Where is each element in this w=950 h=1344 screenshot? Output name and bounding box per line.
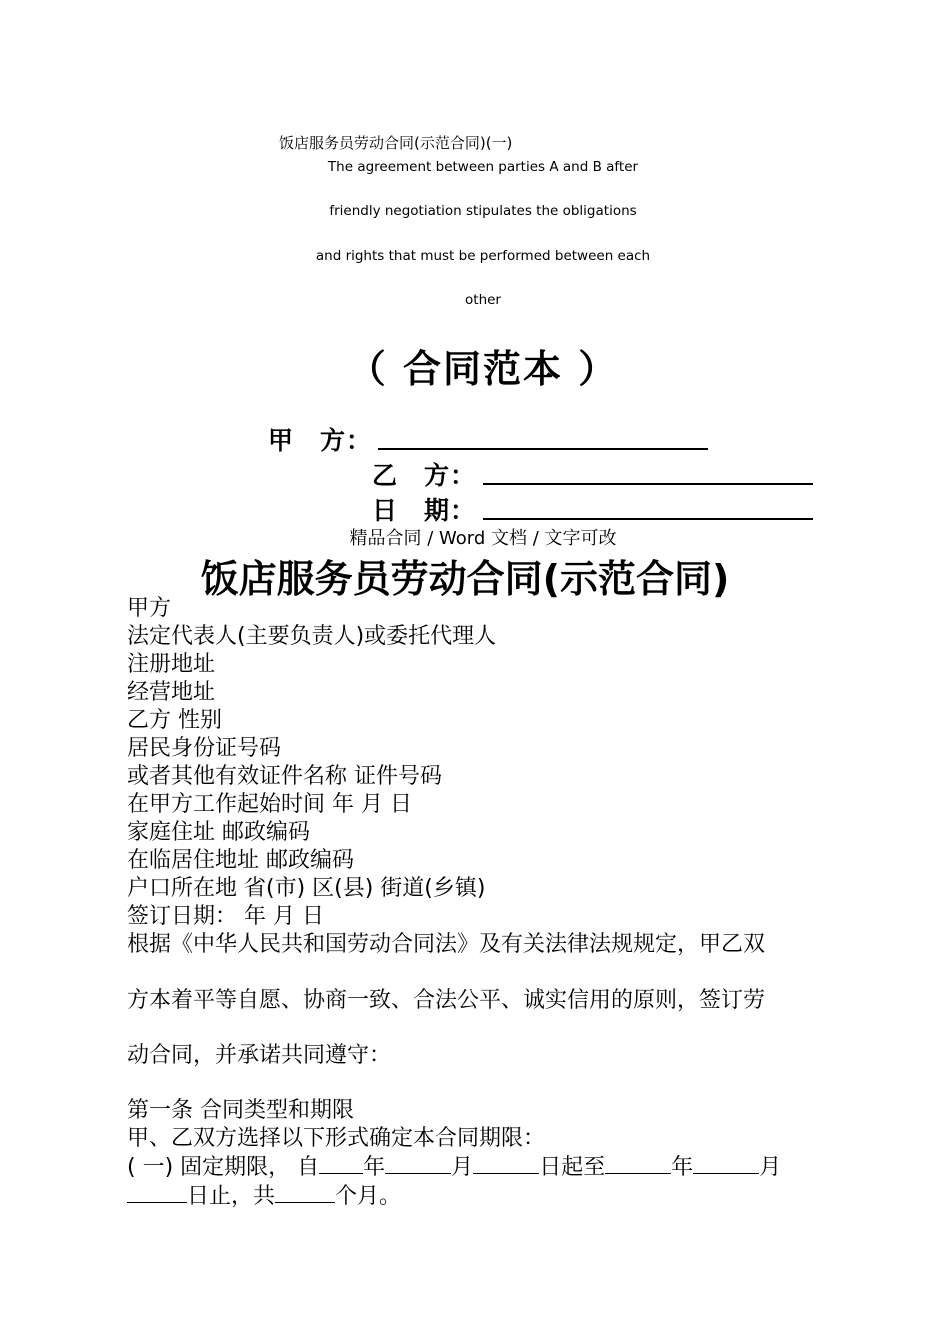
field-legal-rep: 法定代表人(主要负责人)或委托代理人 [127, 624, 497, 649]
english-line-3: and rights that must be performed between each [315, 248, 651, 264]
blank-month-start [385, 1153, 451, 1174]
fixed-term-prefix: ( 一) 固定期限， 自 [127, 1155, 320, 1180]
field-start-date: 在甲方工作起始时间 年 月 日 [127, 792, 412, 817]
blank-day-start [473, 1153, 539, 1174]
fixed-term-line-2 [127, 1182, 401, 1211]
article-1-intro: 甲、乙双方选择以下形式确定本合同期限： [127, 1126, 546, 1151]
blank-months-total [275, 1182, 335, 1203]
party-a-blank-line [378, 448, 708, 450]
blank-day-end [127, 1182, 187, 1203]
field-business-address: 经营地址 [127, 680, 216, 705]
field-sign-date: 签订日期： 年 月 日 [127, 904, 324, 929]
fixed-term-line-1 [127, 1153, 781, 1182]
field-party-a: 甲方 [127, 596, 172, 621]
paragraph-line-1: 根据《中华人民共和国劳动合同法》及有关法律法规规定，甲乙双 [127, 932, 766, 957]
header-title: 饭店服务员劳动合同(示范合同)(一) [279, 134, 513, 152]
party-b-label: 乙 方： [372, 461, 477, 490]
fixed-term-end: 日止，共 [187, 1184, 276, 1209]
blank-year-start [319, 1153, 363, 1174]
english-line-1: The agreement between parties A and B after [327, 159, 639, 175]
field-party-b-gender: 乙方 性别 [127, 708, 222, 733]
party-b-blank-line [483, 483, 813, 485]
blank-year-end [605, 1153, 671, 1174]
date-blank-line [483, 518, 813, 520]
article-1-title: 第一条 合同类型和期限 [127, 1098, 354, 1123]
field-home-address: 家庭住址 邮政编码 [127, 820, 310, 845]
field-id-number: 居民身份证号码 [127, 736, 282, 761]
fixed-term-year2: 年 [671, 1155, 694, 1180]
english-line-4: other [465, 292, 501, 308]
field-hukou: 户口所在地 省(市) 区(县) 街道(乡镇) [127, 876, 486, 901]
field-registered-address: 注册地址 [127, 652, 216, 677]
fixed-term-months: 个月。 [335, 1184, 402, 1209]
document-title: 饭店服务员劳动合同(示范合同) [200, 557, 730, 601]
fixed-term-year1: 年 [363, 1155, 386, 1180]
cover-title: （ 合同范本 ） [347, 347, 619, 391]
date-label: 日 期： [372, 496, 477, 525]
party-a-label: 甲 方： [268, 426, 373, 455]
paragraph-line-2: 方本着平等自愿、协商一致、合法公平、诚实信用的原则，签订劳 [127, 988, 766, 1013]
english-line-2: friendly negotiation stipulates the obligations [329, 203, 637, 219]
field-temp-address: 在临居住地址 邮政编码 [127, 848, 354, 873]
fixed-term-month2: 月 [759, 1155, 782, 1180]
paragraph-line-3: 动合同，并承诺共同遵守： [127, 1043, 392, 1068]
blank-month-end [693, 1153, 759, 1174]
fixed-term-month1: 月 [451, 1155, 474, 1180]
fixed-term-day-start: 日起至 [539, 1155, 606, 1180]
field-other-id: 或者其他有效证件名称 证件号码 [127, 764, 442, 789]
tagline: 精品合同 / Word 文档 / 文字可改 [349, 528, 617, 549]
